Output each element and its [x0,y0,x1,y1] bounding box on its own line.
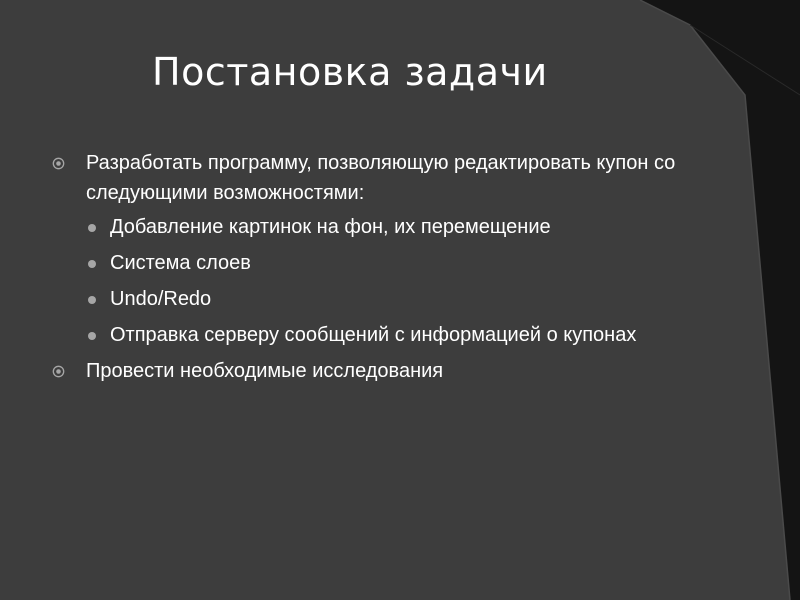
dot-bullet-icon [88,332,96,340]
sub-list-item-text: Отправка серверу сообщений с информацией о купонах [110,324,637,346]
list-item [52,356,702,386]
sub-list-item-text: Система слоев [110,252,251,274]
dot-bullet-icon [88,296,96,304]
slide-title: Постановка задачи [152,50,548,94]
bullet-list [52,148,702,386]
sub-list-item [86,248,702,278]
sub-bullet-list [86,212,702,350]
dot-bullet-icon [88,224,96,232]
sub-list-item-text: Добавление картинок на фон, их перемещение [110,216,551,238]
list-item [52,148,702,208]
circle-target-bullet-icon [52,365,65,378]
circle-target-bullet-icon [52,157,65,170]
sub-list-item [86,320,702,350]
list-item-text: Провести необходимые исследования [86,360,444,382]
sub-list-item-text: Undo/Redo [110,288,212,310]
list-item-text: Разработать программу, позволяющую редактировать купон со следующими возможностями: [86,152,676,204]
dot-bullet-icon [88,260,96,268]
sub-list-item [86,284,702,314]
sub-list-item [86,212,702,242]
